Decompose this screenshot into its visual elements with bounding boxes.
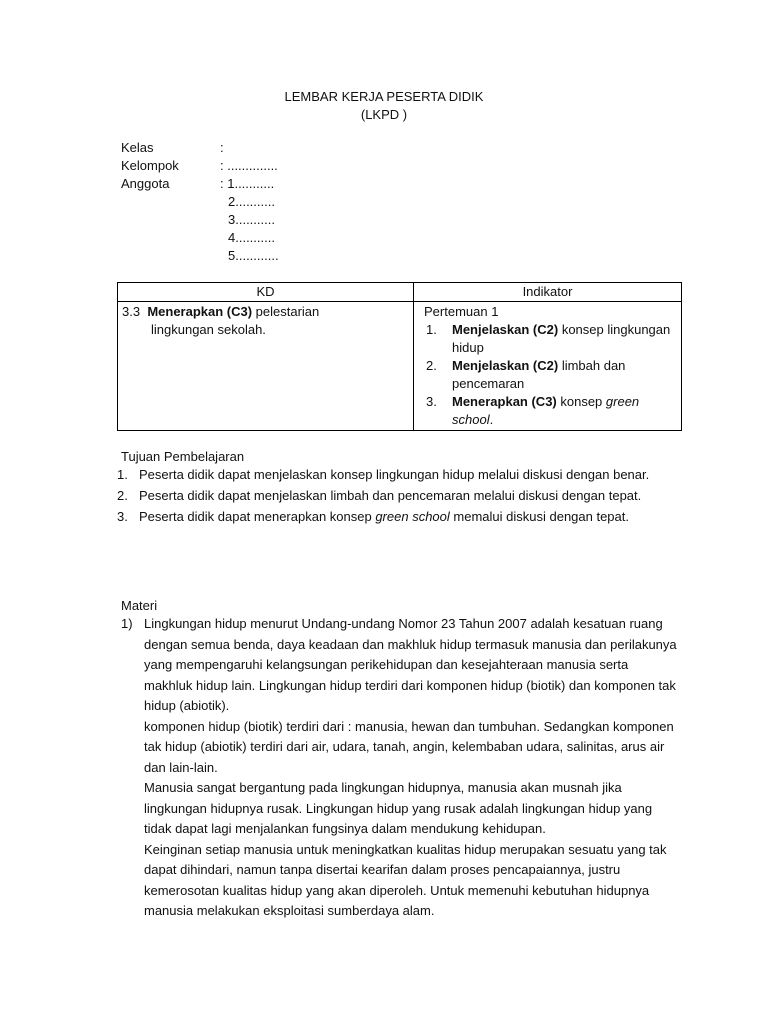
materi-paragraph: komponen hidup (biotik) terdiri dari : manusia, hewan dan tumbuhan. Sedangkan komponen tak hidup (abiotik) terdiri dari air, udara, tanah, angin, kelembaban udara, salinitas, arus air dan lain-lain. bbox=[144, 718, 674, 775]
kelompok-value: : .............. bbox=[220, 158, 278, 173]
list-item: 2. Peserta didik dapat menjelaskan limbah dan pencemaran melalui diskusi dengan tepat. bbox=[117, 488, 642, 503]
materi-section bbox=[117, 614, 677, 922]
anggota-value-1: : 1........... bbox=[220, 176, 275, 191]
indicator-item: 3. Menerapkan (C3) konsep green school. bbox=[426, 394, 640, 427]
pertemuan-label: Pertemuan 1 bbox=[424, 304, 499, 319]
indicator-item: 2. Menjelaskan (C2) limbah dan pencemaran bbox=[426, 358, 626, 391]
materi-paragraph: Keinginan setiap manusia untuk meningkatkan kualitas hidup merupakan sesuatu yang tak dapat dihindari, namun tanpa disertai kearifan dalam proses pencapaiannya, justru kemerosotan kualitas hidup yang akan diperoleh. Untuk memenuhi kebutuhan hidupnya manusia melakukan eksploitasi sumberdaya alam. bbox=[144, 841, 667, 918]
anggota-value-5: 5............ bbox=[228, 248, 279, 263]
kelas-label: Kelas bbox=[121, 140, 154, 155]
anggota-value-4: 4........... bbox=[228, 230, 275, 245]
kelas-value: : bbox=[220, 140, 224, 155]
kelompok-label: Kelompok bbox=[121, 158, 179, 173]
indikator-column-header: Indikator bbox=[414, 283, 682, 302]
indicator-item: 1. Menjelaskan (C2) konsep lingkungan hidup bbox=[426, 322, 671, 355]
anggota-value-2: 2........... bbox=[228, 194, 275, 209]
table-header-row bbox=[118, 283, 682, 302]
list-item: 3. Peserta didik dapat menerapkan konsep green school memalui diskusi dengan tepat. bbox=[117, 509, 629, 524]
materi-body bbox=[117, 614, 677, 922]
kd-verb: Menerapkan (C3) bbox=[147, 304, 253, 319]
tujuan-list bbox=[117, 464, 677, 527]
materi-paragraph: Manusia sangat bergantung pada lingkungan hidupnya, manusia akan musnah jika lingkungan hidupnya rusak. Lingkungan hidup yang rusak adalah lingkungan hidup yang tidak dapat lagi menjalankan fungsinya dalam mendukung kehidupan. bbox=[144, 780, 653, 836]
anggota-value-3: 3........... bbox=[228, 212, 275, 227]
table-row bbox=[118, 302, 682, 431]
indikator-cell bbox=[414, 302, 682, 431]
materi-number: 1) bbox=[121, 616, 133, 631]
kd-text-line2: lingkungan sekolah. bbox=[151, 322, 266, 337]
page-title: LEMBAR KERJA PESERTA DIDIK bbox=[284, 89, 484, 104]
materi-paragraph: Lingkungan hidup menurut Undang-undang Nomor 23 Tahun 2007 adalah kesatuan ruang dengan semua benda, daya keadaan dan makhluk hidup termasuk manusia dan perilakunya yang mempengaruhi kelangsungan perikehidupan dan kesejahteraan manusia serta makhluk hidup lain. Lingkungan hidup terdiri dari komponen hidup (biotik) dan komponen tak hidup (abiotik). bbox=[144, 616, 677, 713]
kd-column-header: KD bbox=[118, 283, 414, 302]
tujuan-title: Tujuan Pembelajaran bbox=[121, 449, 245, 464]
list-item: 1. Peserta didik dapat menjelaskan konsep lingkungan hidup melalui diskusi dengan benar. bbox=[117, 467, 650, 482]
anggota-label: Anggota bbox=[121, 176, 170, 191]
materi-title: Materi bbox=[121, 598, 158, 613]
kd-indikator-table bbox=[117, 282, 682, 431]
page-subtitle: (LKPD ) bbox=[360, 107, 408, 122]
kd-text: pelestarian bbox=[252, 304, 320, 319]
kd-number: 3.3 bbox=[122, 304, 141, 319]
kd-cell bbox=[118, 302, 414, 431]
